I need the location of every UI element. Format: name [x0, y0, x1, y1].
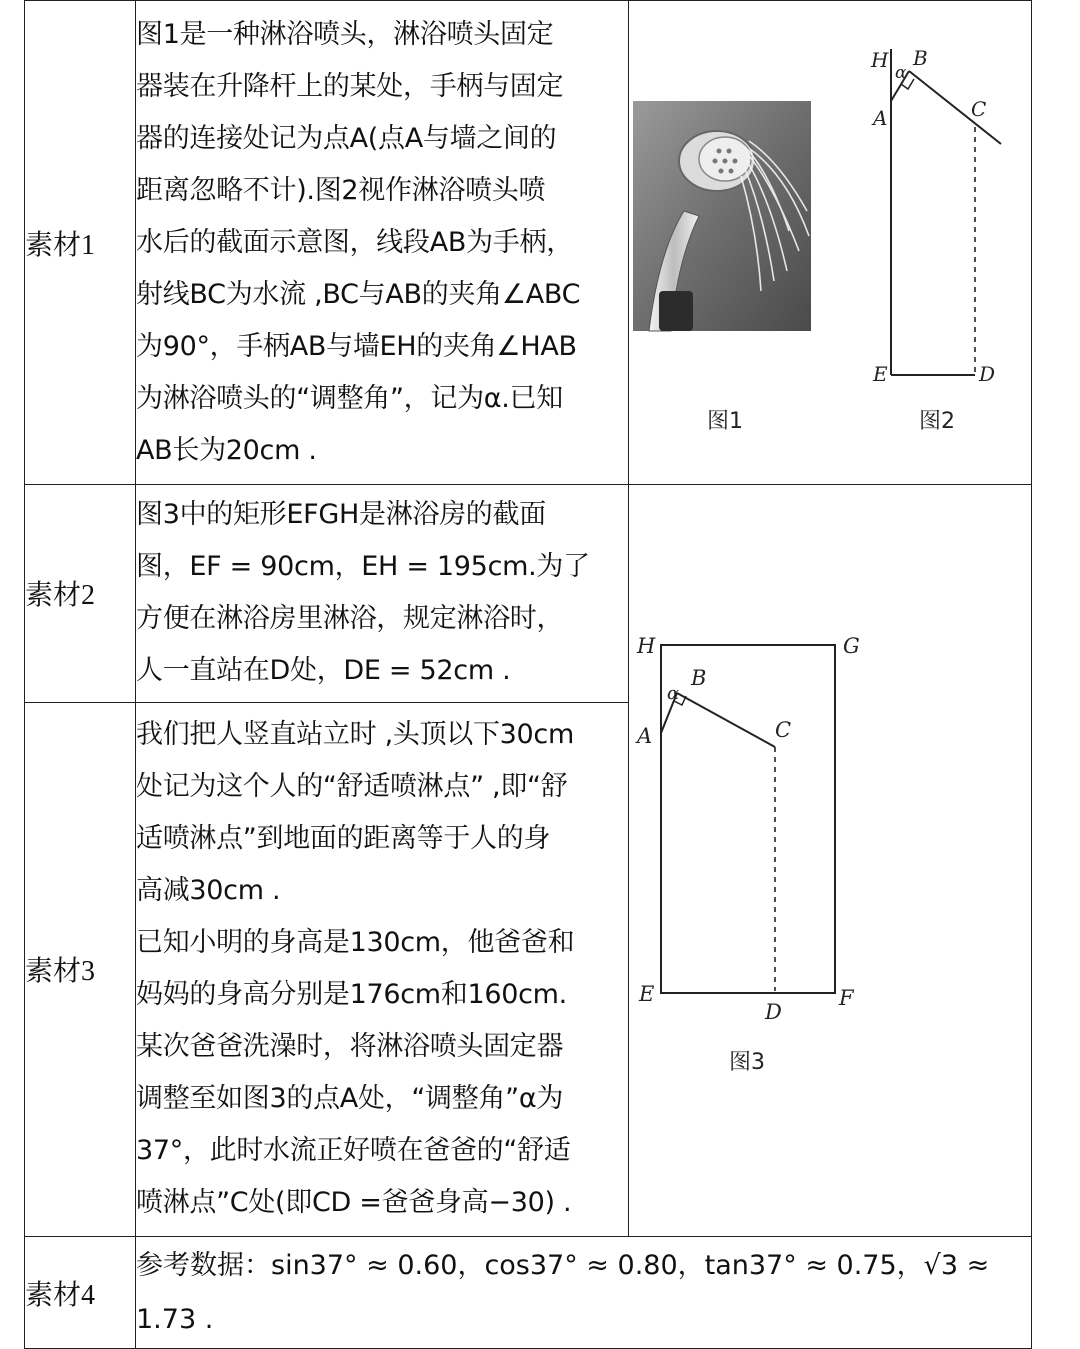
material-1-text: [136, 1, 629, 485]
text-line: 水后的截面示意图，线段AB为手柄，: [136, 226, 573, 258]
label-H: H: [637, 634, 656, 658]
text-line: 方便在淋浴房里淋浴，规定淋浴时，: [136, 603, 564, 635]
label-C: C: [971, 97, 987, 121]
label-C: C: [775, 718, 792, 742]
label-B: B: [691, 666, 707, 690]
figures-1-2: [629, 1, 1031, 479]
text-line: AB长为20cm .: [136, 434, 317, 466]
figure-3: [629, 485, 1031, 1231]
text-line: 器的连接处记为点A(点A与墙之间的: [136, 122, 557, 154]
material-2-text: [136, 485, 629, 703]
material-row-1: [25, 1, 1032, 485]
figure-1-caption: 图1: [707, 409, 743, 434]
figure-3-diagram: [661, 645, 835, 993]
material-row-2: [25, 485, 1032, 703]
text-line: 喷淋点”C处(即CD =爸爸身高−30) .: [136, 1187, 572, 1219]
label-H: H: [871, 48, 889, 72]
text-line: 为淋浴喷头的“调整角”，记为α.已知: [136, 382, 563, 414]
material-3-text: [136, 702, 629, 1236]
figure-3-cell: [629, 485, 1032, 1237]
text-line: 射线BC为水流 ,BC与AB的夹角∠ABC: [136, 278, 581, 310]
text-line: 图，EF = 90cm，EH = 195cm.为了: [136, 551, 590, 583]
text-line: 调整至如图3的点A处，“调整角”α为: [136, 1083, 564, 1115]
text-line: 我们把人竖直站立时 ,头顶以下30cm: [136, 719, 574, 751]
text-line: 器装在升降杆上的某处，手柄与固定: [136, 70, 564, 102]
text-line: 人一直站在D处，DE = 52cm .: [136, 655, 511, 687]
figures-1-2-cell: [629, 1, 1032, 485]
text-line: 距离忽略不计).图2视作淋浴喷头喷: [136, 174, 546, 206]
text-line: 图3中的矩形EFGH是淋浴房的截面: [136, 499, 546, 531]
text-line: 图1是一种淋浴喷头，淋浴喷头固定: [136, 18, 554, 50]
material-row-4: [25, 1237, 1032, 1349]
text-line: 为90°，手柄AB与墙EH的夹角∠HAB: [136, 330, 577, 362]
label-alpha: α: [667, 683, 680, 704]
text-line: 某次爸爸洗澡时，将淋浴喷头固定器: [136, 1031, 564, 1063]
row-label-4: 素材4: [25, 1237, 136, 1349]
text-line: 已知小明的身高是130cm，他爸爸和: [136, 927, 575, 959]
text-line: 适喷淋点”到地面的距离等于人的身: [136, 823, 551, 855]
text-line: 37°，此时水流正好喷在爸爸的“舒适: [136, 1135, 571, 1167]
text-line: 处记为这个人的“舒适喷淋点” ,即“舒: [136, 771, 568, 803]
text-line: 妈妈的身高分别是176cm和160cm.: [136, 979, 567, 1011]
label-B: B: [913, 46, 928, 70]
figure-2-caption: 图2: [919, 409, 955, 434]
row-label-1: 素材1: [25, 1, 136, 485]
label-E: E: [639, 982, 655, 1006]
text-line: 参考数据：sin37° ≈ 0.60，cos37° ≈ 0.80，tan37° ≈ 0.75，√3 ≈: [136, 1249, 990, 1281]
shower-head-photo: [633, 101, 811, 331]
label-alpha: α: [895, 63, 907, 83]
label-E: E: [873, 362, 888, 386]
text-line: 1.73 .: [136, 1303, 214, 1335]
label-D: D: [765, 1000, 782, 1024]
row-label-2: 素材2: [25, 485, 136, 703]
materials-table: [24, 0, 1032, 1349]
row-label-3: 素材3: [25, 702, 136, 1236]
label-G: G: [843, 634, 860, 658]
label-A: A: [873, 106, 888, 130]
reference-data: [136, 1237, 1032, 1349]
label-D: D: [979, 362, 996, 386]
text-line: 高减30cm .: [136, 875, 281, 907]
label-A: A: [637, 724, 653, 748]
figure-3-caption: 图3: [729, 1050, 765, 1075]
label-F: F: [839, 986, 854, 1010]
